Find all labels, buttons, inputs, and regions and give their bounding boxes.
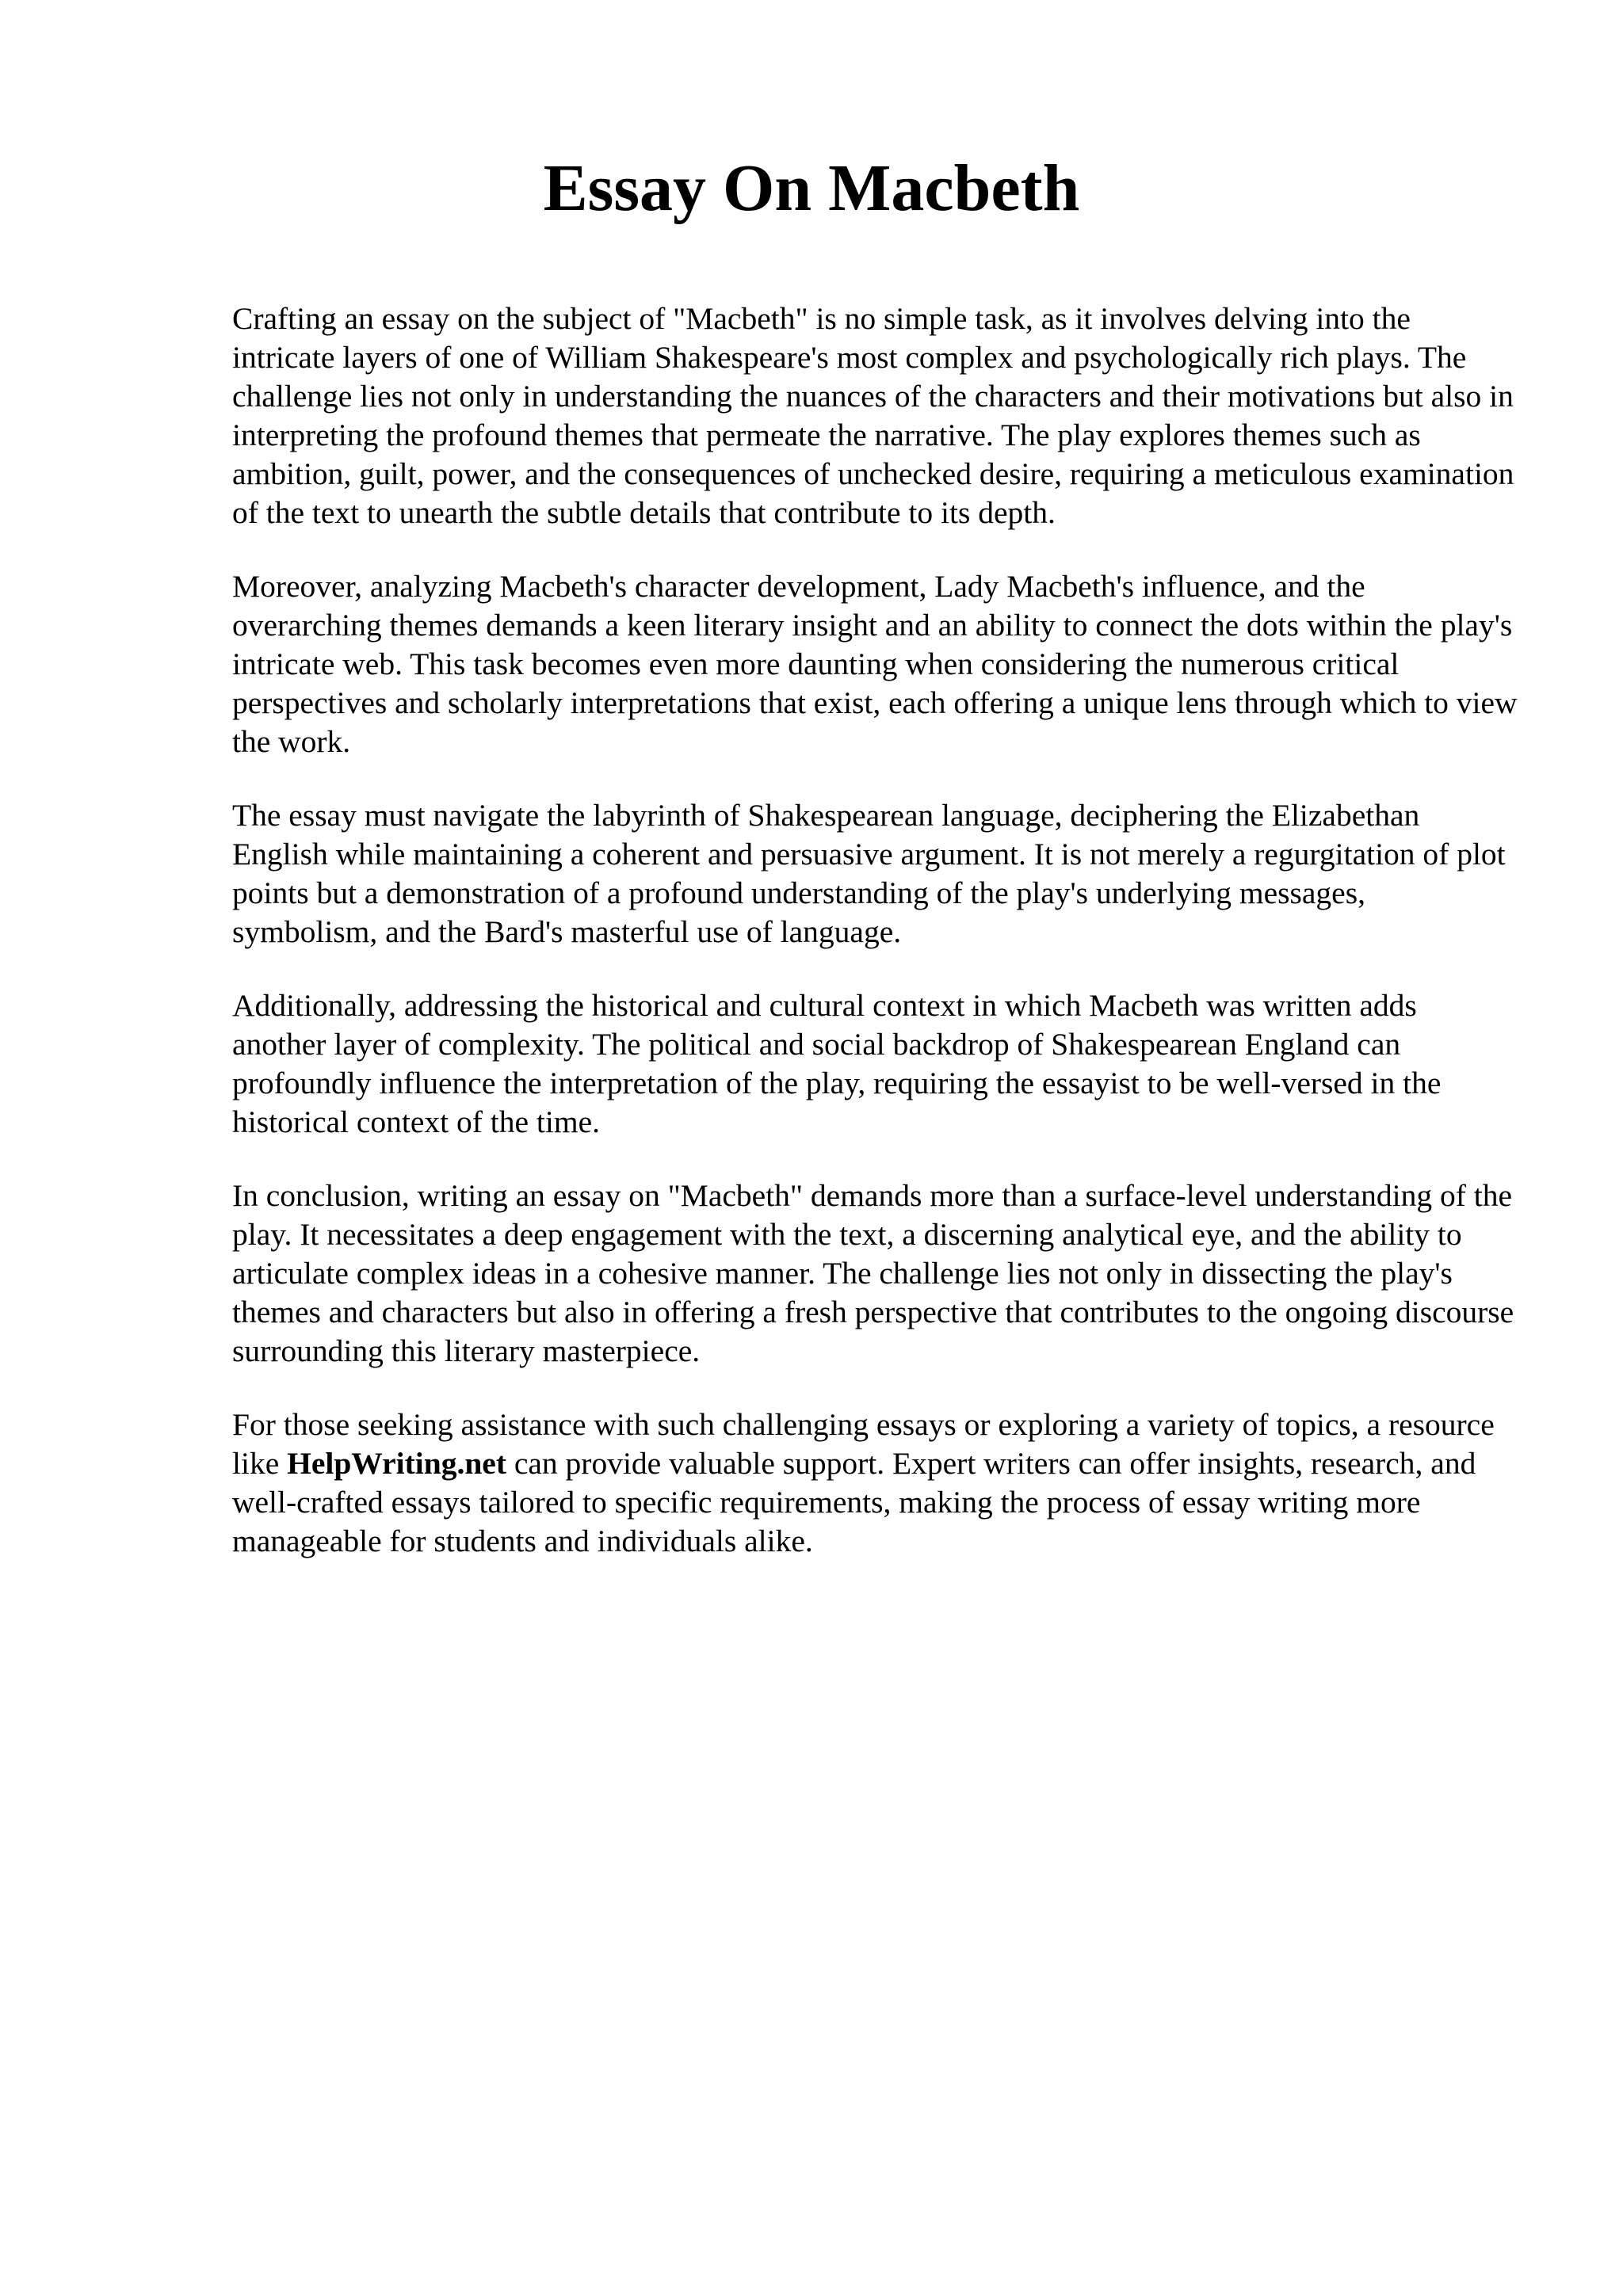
paragraph-introduction: Crafting an essay on the subject of "Macbeth" is no simple task, as it involves delving into the intricate layers of one of William Shakespeare's most complex and psychologically rich plays. The challenge lies not only in understanding the nuances of the characters and their motivations but also in interpreting the profound themes that permeate the narrative. The play explores themes such as ambition, guilt, power, and the consequences of unchecked desire, requiring a meticulous examination of the text to unearth the subtle details that contribute to its depth. <box>232 301 1514 530</box>
essay-body <box>232 299 1518 1596</box>
brand-name: HelpWriting.net <box>287 1446 506 1481</box>
resource-text-after: can provide valuable support. Expert writers can offer insights, research, and well-crafted essays tailored to specific requirements, making the process of essay writing more manageable for students and individuals alike. <box>232 1446 1476 1558</box>
paragraph-conclusion: In conclusion, writing an essay on "Macbeth" demands more than a surface-level understanding of the play. It necessitates a deep engagement with the text, a discerning analytical eye, and the ability to articulate complex ideas in a cohesive manner. The challenge lies not only in dissecting the play's themes and characters but also in offering a fresh perspective that contributes to the ongoing discourse surrounding this literary masterpiece. <box>232 1178 1514 1368</box>
page-title: Essay On Macbeth <box>543 151 1080 225</box>
resource-text-before: For those seeking assistance with such challenging essays or exploring a variety of topics, a resource like <box>232 1407 1495 1481</box>
paragraph-resource <box>232 1405 1518 1561</box>
paragraph-historical-context: Additionally, addressing the historical and cultural context in which Macbeth was written adds another layer of complexity. The political and social backdrop of Shakespearean England can profoundly influence the interpretation of the play, requiring the essayist to be well-versed in the historical context of the time. <box>232 988 1442 1139</box>
paragraph-character-analysis: Moreover, analyzing Macbeth's character development, Lady Macbeth's influence, and the overarching themes demands a keen literary insight and an ability to connect the dots within the play's intricate web. This task becomes even more daunting when considering the numerous critical perspectives and scholarly interpretations that exist, each offering a unique lens through which to view the work. <box>232 569 1518 759</box>
paragraph-language: The essay must navigate the labyrinth of Shakespearean language, deciphering the Elizabethan English while maintaining a coherent and persuasive argument. It is not merely a regurgitation of plot points but a demonstration of a profound understanding of the play's underlying messages, symbolism, and the Bard's masterful use of language. <box>232 798 1506 949</box>
